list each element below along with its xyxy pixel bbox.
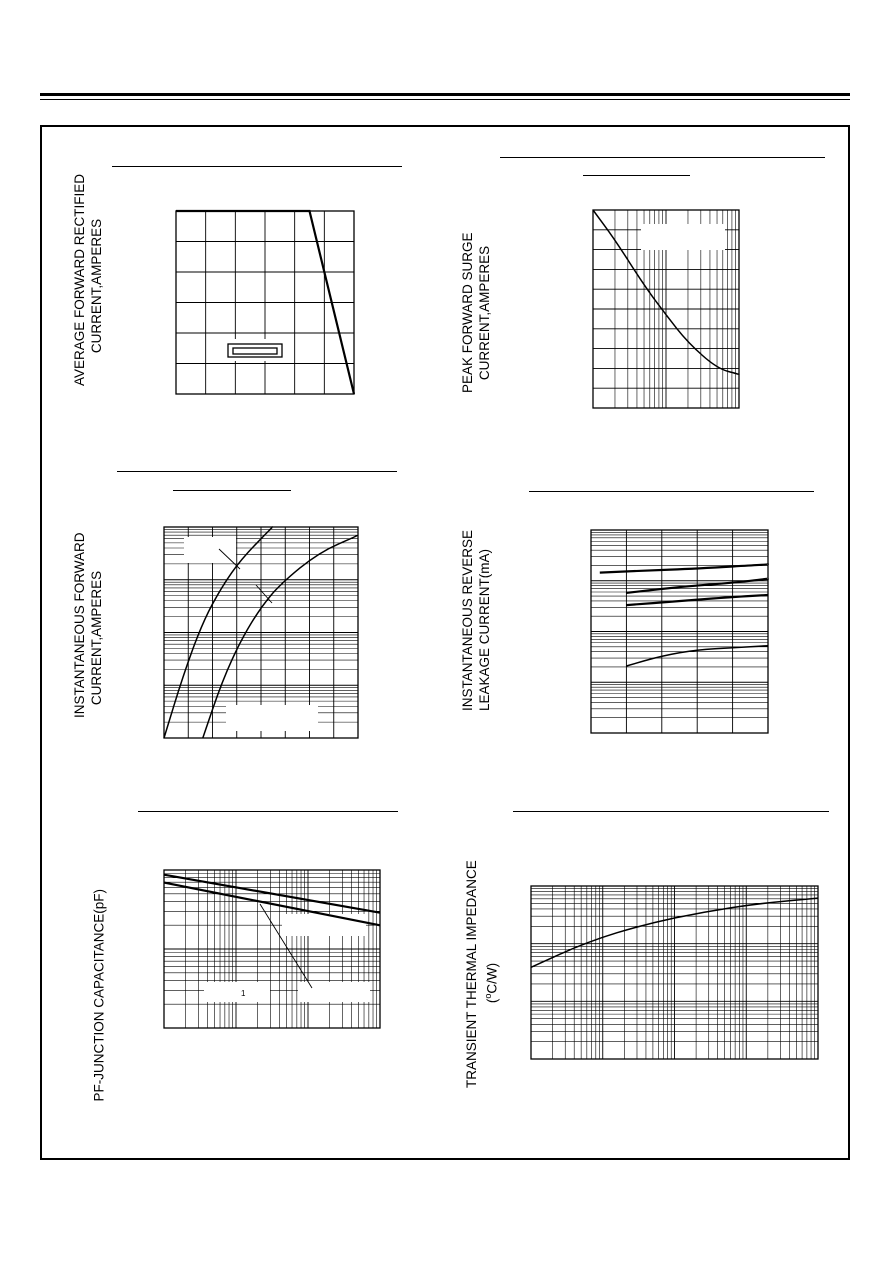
chart2-legend-blank bbox=[641, 224, 725, 250]
chart2-ylabel-line1: PEAK FORWARD SURGE bbox=[460, 232, 475, 393]
chart4-title-rule bbox=[529, 491, 814, 492]
chart1-ylabel-line2: CURRENT,AMPERES bbox=[89, 218, 104, 354]
chart5-inner-mark: 1 bbox=[241, 989, 246, 998]
chart1-ylabel bbox=[71, 173, 105, 386]
chart3-plot bbox=[164, 527, 358, 738]
chart5-title-rule bbox=[138, 811, 398, 812]
chart3-ylabel bbox=[71, 532, 105, 718]
chart3-title-rule bbox=[117, 471, 397, 472]
chart6-plot bbox=[531, 886, 818, 1059]
chart6-ylabel-line1: TRANSIENT THERMAL IMPEDANCE bbox=[464, 860, 479, 1088]
chart3-subtitle-rule bbox=[173, 490, 291, 491]
chart6-ylabel-unit: C/W) bbox=[484, 962, 500, 994]
chart6-ylabel-prefix: ( bbox=[484, 998, 500, 1004]
chart6-title-rule bbox=[513, 811, 829, 812]
chart2-title-rule bbox=[500, 157, 825, 158]
chart4-plot bbox=[591, 530, 768, 733]
chart3-ylabel-line1: INSTANTANEOUS FORWARD bbox=[72, 532, 87, 718]
chart5-ylabel bbox=[91, 889, 108, 1102]
chart3-legend-blank-a bbox=[184, 537, 236, 563]
chart4-ylabel-line1: INSTANTANEOUS REVERSE bbox=[460, 529, 475, 711]
chart1-plot bbox=[176, 211, 354, 394]
chart5-legend-blank-a bbox=[282, 914, 366, 936]
chart2-ylabel-line2: CURRENT,AMPERES bbox=[477, 245, 492, 381]
chart1-ylabel-line1: AVERAGE FORWARD RECTIFIED bbox=[72, 173, 87, 386]
chart4-ylabel bbox=[459, 529, 493, 711]
chart5-ylabel-line1: PF-JUNCTION CAPACITANCE(pF) bbox=[91, 889, 107, 1102]
chart2-subtitle-rule bbox=[583, 175, 690, 176]
chart6-ylabel bbox=[463, 860, 500, 1088]
chart1-title-rule bbox=[112, 166, 402, 167]
chart6-ylabel-degree: o bbox=[483, 993, 493, 999]
header-rule-thick bbox=[40, 93, 850, 96]
chart3-ylabel-line2: CURRENT,AMPERES bbox=[89, 570, 104, 706]
chart6-ylabel-line2 bbox=[480, 878, 501, 1088]
chart3-legend-blank-b bbox=[226, 705, 318, 731]
header-rule-thin bbox=[40, 99, 850, 100]
chart4-ylabel-line2: LEAKAGE CURRENT(mA) bbox=[477, 548, 492, 711]
chart2-plot bbox=[593, 210, 739, 408]
chart5-legend-blank-c bbox=[298, 982, 370, 1002]
chart5-line-2 bbox=[164, 883, 380, 926]
chart5-legend-blank-b bbox=[204, 982, 270, 1002]
chart5-plot bbox=[164, 870, 380, 1028]
chart2-ylabel bbox=[459, 233, 493, 393]
